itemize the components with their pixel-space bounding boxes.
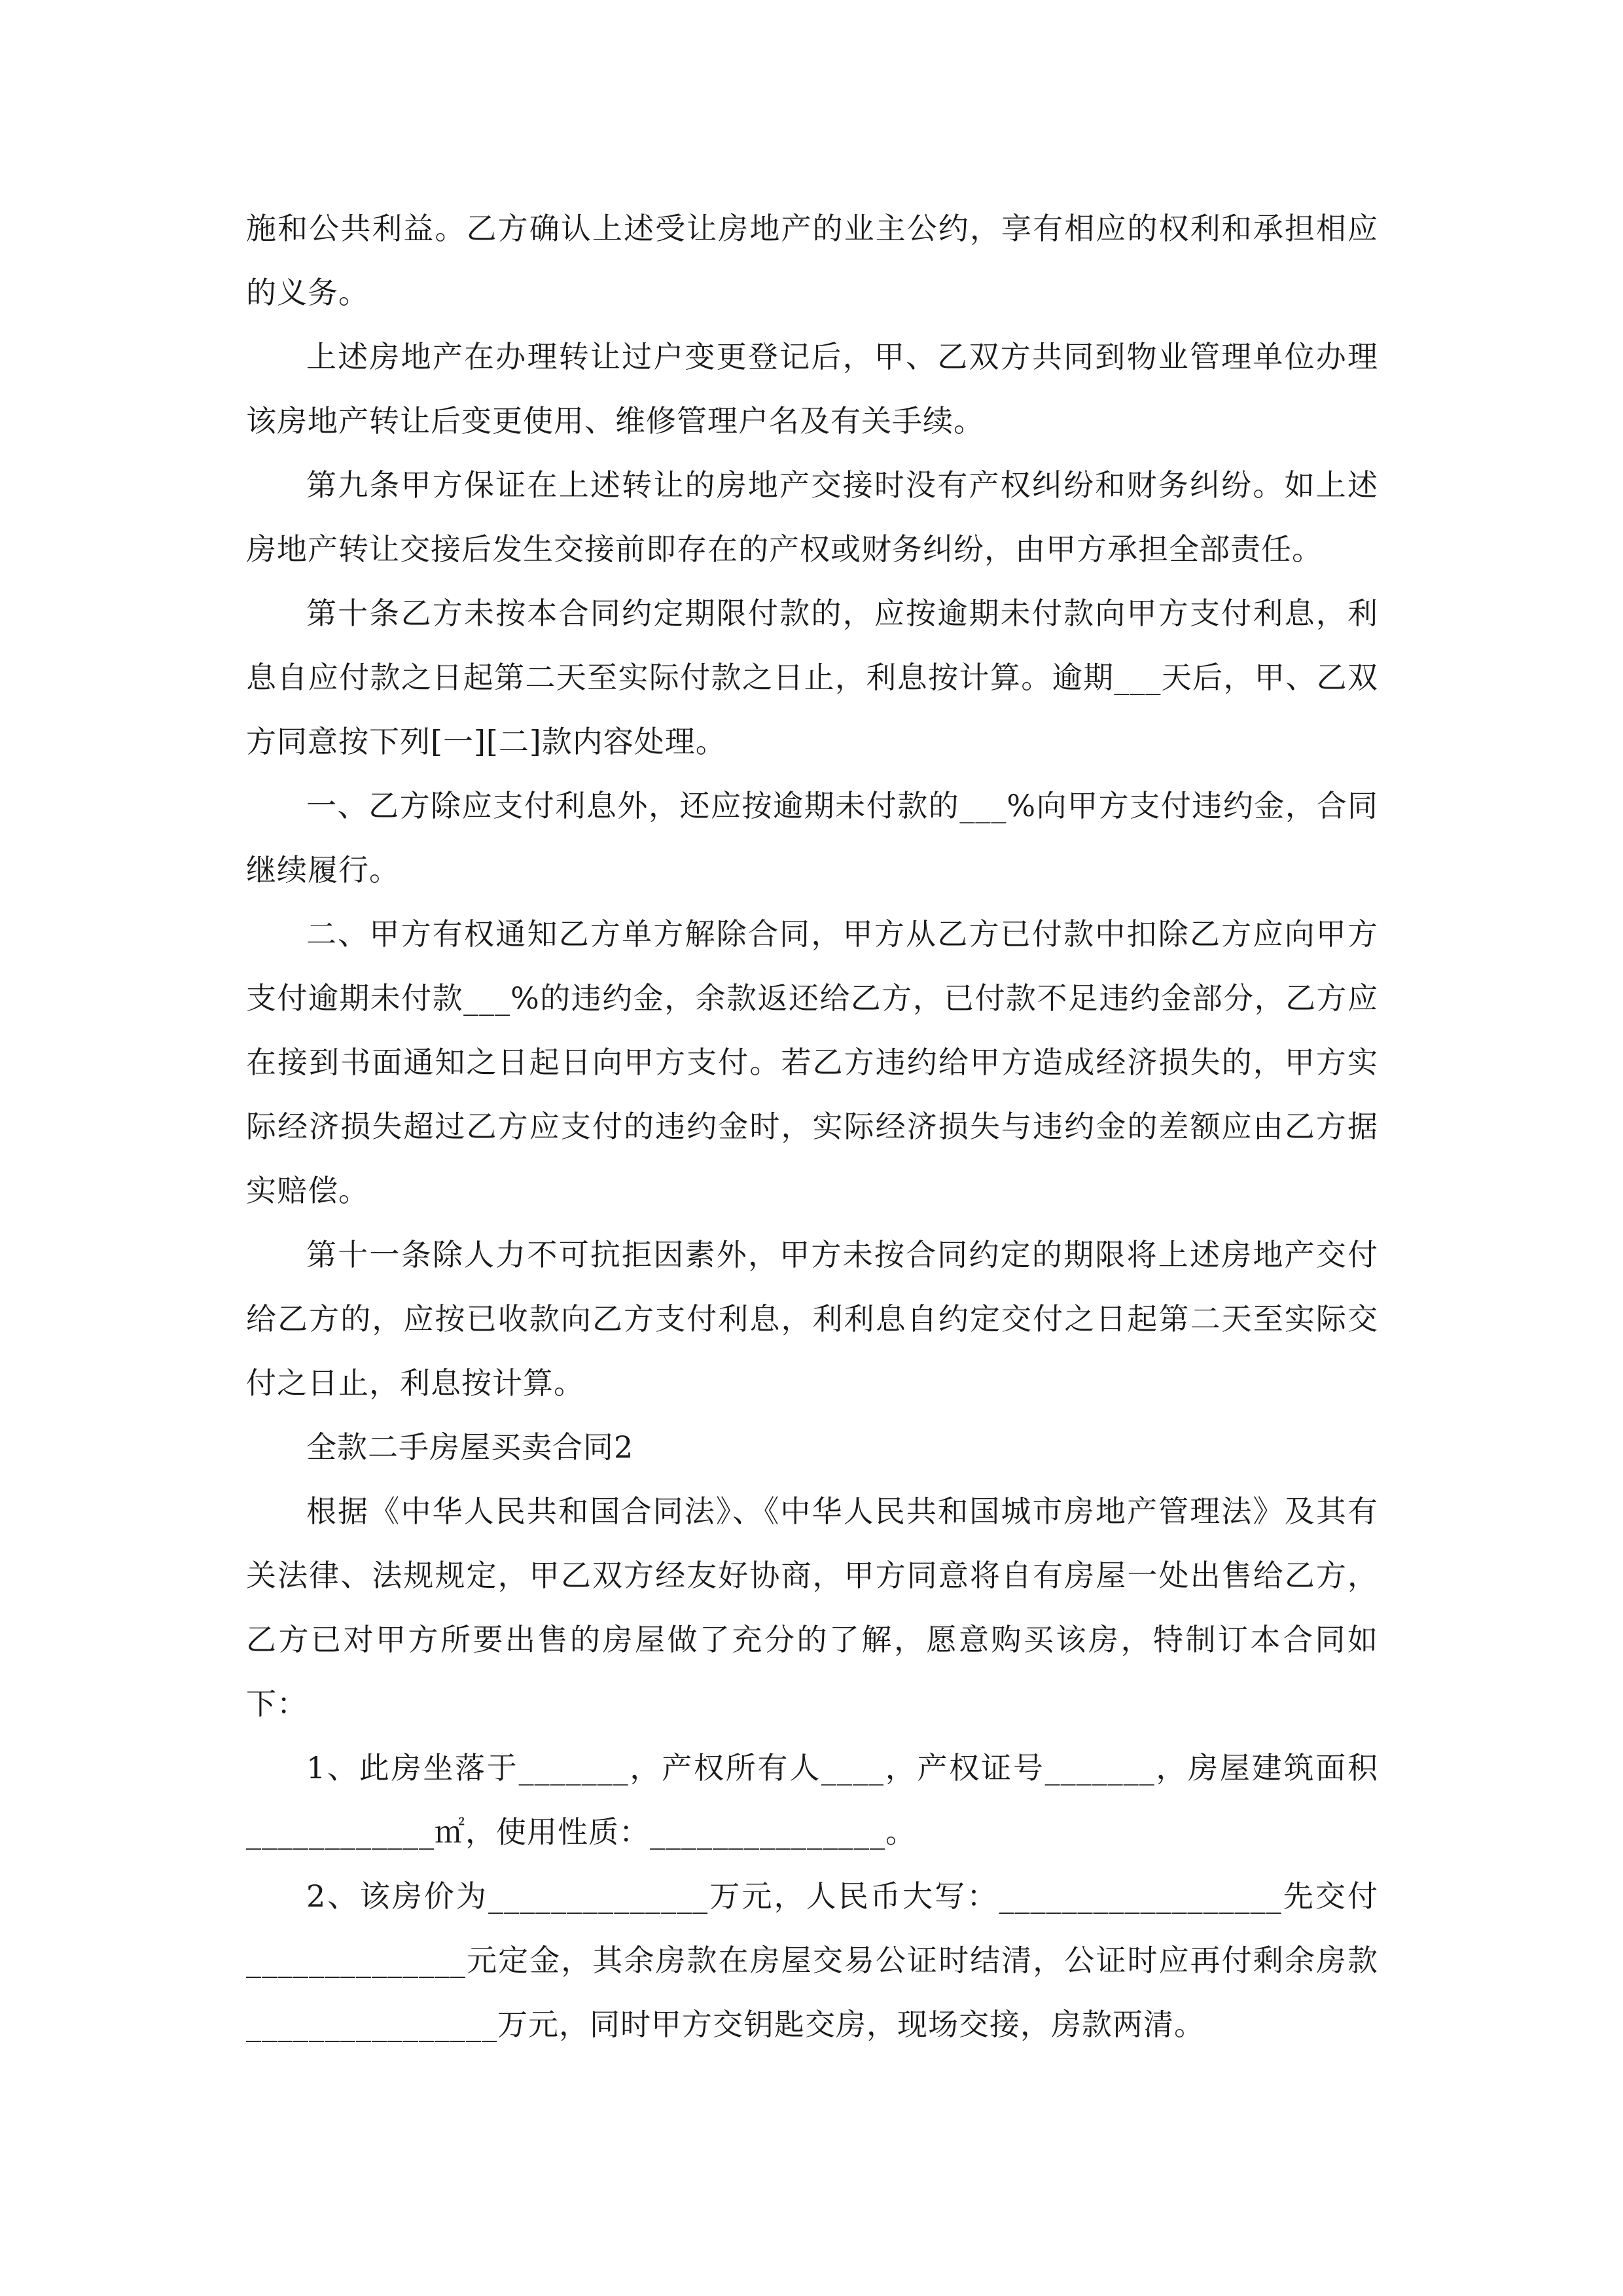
paragraph-clause-1: 一、乙方除应支付利息外，还应按逾期未付款的___%向甲方支付违约金，合同继续履行。 <box>246 788 1378 888</box>
paragraph-article-10: 第十条乙方未按本合同约定期限付款的，应按逾期未付款向甲方支付利息，利息自应付款之日起第二天至实际付款之日止，利息按计算。逾期___天后，甲、乙双方同意按下列[一][二]款内容处理。 <box>246 596 1378 759</box>
paragraph-article-11: 第十一条除人力不可抗拒因素外，甲方未按合同约定的期限将上述房地产交付给乙方的，应按已收款向乙方支付利息，利利息自约定交付之日起第二天至实际交付之日止，利息按计算。 <box>246 1237 1378 1401</box>
paragraph-preamble: 根据《中华人民共和国合同法》、《中华人民共和国城市房地产管理法》及其有关法律、法规规定，甲乙双方经友好协商，甲方同意将自有房屋一处出售给乙方，乙方已对甲方所要出售的房屋做了充分的了解，愿意购买该房，特制订本合同如下： <box>246 1494 1378 1721</box>
paragraph-continuation: 施和公共利益。乙方确认上述受让房地产的业主公约，享有相应的权利和承担相应的义务。 <box>246 211 1378 310</box>
paragraph-transfer-registration: 上述房地产在办理转让过户变更登记后，甲、乙双方共同到物业管理单位办理该房地产转让后变更使用、维修管理户名及有关手续。 <box>246 339 1378 439</box>
document-body <box>246 196 1378 2056</box>
paragraph-clause-2: 二、甲方有权通知乙方单方解除合同，甲方从乙方已付款中扣除乙方应向甲方支付逾期未付款___%的违约金，余款返还给乙方，已付款不足违约金部分，乙方应在接到书面通知之日起日向甲方支付。若乙方违约给甲方造成经济损失的，甲方实际经济损失超过乙方应支付的违约金时，实际经济损失与违约金的差额应由乙方据实赔偿。 <box>246 916 1378 1208</box>
section-title: 全款二手房屋买卖合同2 <box>306 1429 634 1465</box>
paragraph-item-2: 2、该房价为______________万元，人民币大写：__________________先交付______________元定金，其余房款在房屋交易公证时结清，公证时应再付剩余房款________________万元，同时甲方交钥匙交房，现场交接，房款两清。 <box>246 1878 1378 2042</box>
paragraph-item-1: 1、此房坐落于_______，产权所有人____，产权证号_______，房屋建筑面积____________㎡，使用性质：_______________。 <box>246 1750 1378 1850</box>
paragraph-article-9: 第九条甲方保证在上述转让的房地产交接时没有产权纠纷和财务纠纷。如上述房地产转让交接后发生交接前即存在的产权或财务纠纷，由甲方承担全部责任。 <box>246 467 1378 567</box>
